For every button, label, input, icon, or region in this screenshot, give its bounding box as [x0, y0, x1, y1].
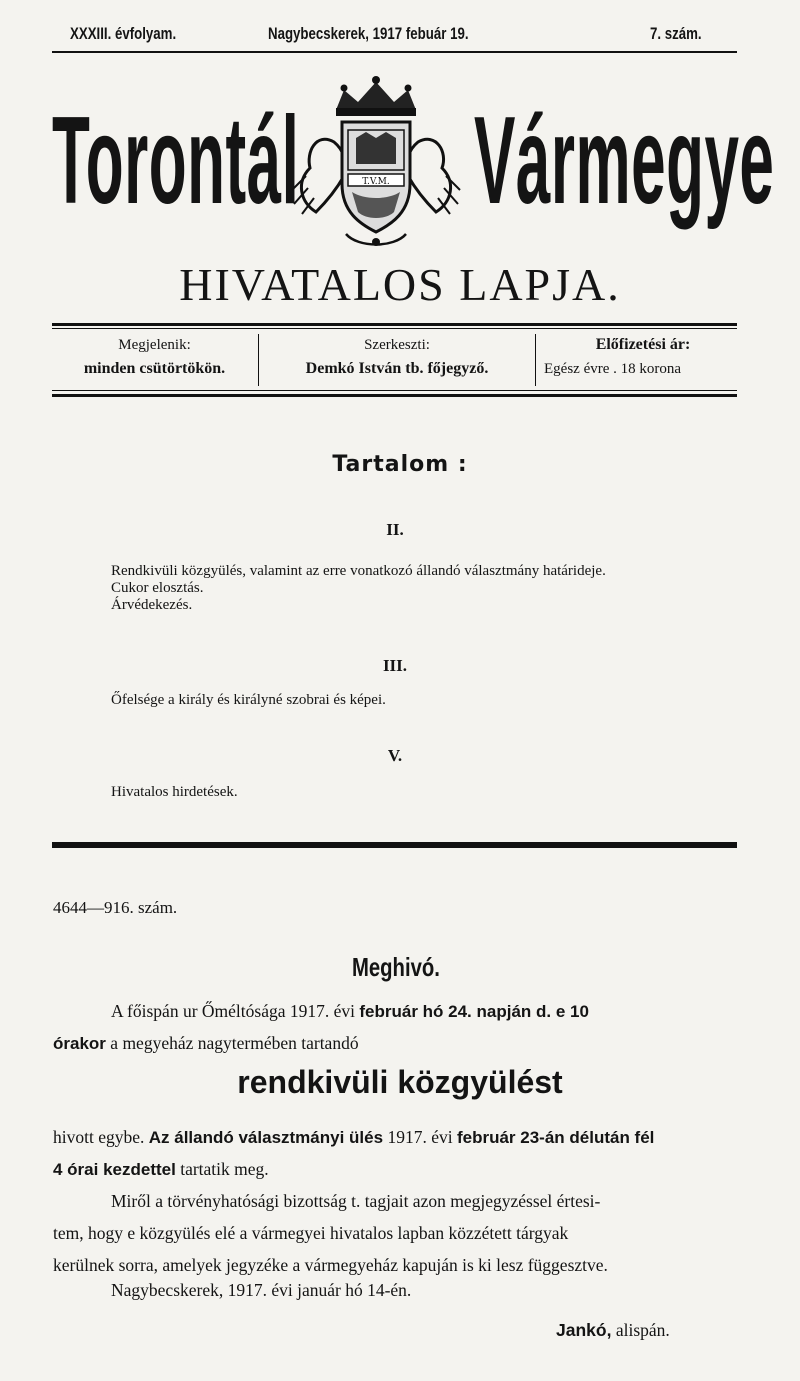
p2-bold: Az állandó választmányi ülés — [148, 1128, 384, 1147]
masthead-title-left: Torontál — [52, 92, 300, 230]
coat-of-arms-icon — [286, 72, 466, 252]
p2-text-year: 1917. évi — [383, 1127, 457, 1147]
masthead-title-right: Vármegye — [474, 92, 775, 230]
paragraph-2-line-2 — [53, 1152, 739, 1187]
p1-bold: február hó 24. napján d. e 10 — [359, 1002, 589, 1021]
issue-number: 7. szám. — [650, 24, 702, 43]
masthead-subtitle: HIVATALOS LAPJA. — [179, 259, 621, 310]
paragraph-1 — [53, 994, 739, 1029]
subscription-label: Előfizetési ár: — [595, 336, 691, 353]
volume-label: XXXIII. évfolyam. — [70, 24, 177, 43]
contents-item: Cukor elosztás. — [111, 580, 204, 596]
header-rule — [52, 51, 737, 53]
paragraph-2 — [53, 1120, 739, 1155]
editor-label: Szerkeszti: — [364, 337, 430, 353]
published-label: Megjelenik: — [118, 337, 191, 353]
publication-schedule — [52, 334, 257, 382]
section-numeral: II. — [386, 520, 404, 539]
p2-text-end: tartatik meg. — [175, 1159, 269, 1179]
headline: rendkivüli közgyülést — [237, 1064, 563, 1100]
paragraph-3-line-2: tem, hogy e közgyülés elé a vármegyei hivatalos lapban közzétett tárgyak — [53, 1223, 569, 1243]
info-divider — [258, 334, 259, 386]
contents-item: Árvédekezés. — [111, 597, 193, 613]
published-value: minden csütörtökön. — [83, 360, 226, 377]
reference-number: 4644—916. szám. — [53, 898, 178, 917]
article-title: Meghivó. — [352, 952, 440, 982]
crest-initials: T.V.M. — [362, 177, 390, 187]
info-bottom-rule-thin — [52, 390, 737, 391]
paragraph-1-line-2 — [53, 1026, 739, 1061]
paragraph-3-line-3: kerülnek sorra, amelyek jegyzéke a vármegyeház kapuján is ki lesz függesztve. — [53, 1255, 608, 1275]
contents-title: Tartalom : — [332, 452, 468, 477]
contents-item: Rendkivüli közgyülés, valamint az erre vonatkozó állandó választmány határideje. — [111, 563, 606, 579]
paragraph-3-line-1: Miről a törvényhatósági bizottság t. tagjait azon megjegyzéssel értesi- — [111, 1191, 601, 1211]
p1-text: A főispán ur Őméltósága 1917. évi — [111, 1001, 360, 1021]
signature-name: Jankó, — [556, 1320, 612, 1340]
date-line: Nagybecskerek, 1917. évi január hó 14-én. — [111, 1280, 412, 1300]
p1-text-end: a megyeház nagytermében tartandó — [105, 1033, 359, 1053]
info-top-rule — [52, 323, 737, 326]
section-numeral: V. — [387, 746, 403, 765]
subscription-value: Egész évre . 18 korona — [544, 361, 682, 377]
subscription-info — [538, 334, 748, 382]
p2-text: hivott egybe. — [53, 1127, 149, 1147]
p1-bold-time: órakor — [53, 1034, 106, 1053]
section-numeral: III. — [382, 656, 408, 675]
info-divider — [535, 334, 536, 386]
contents-item: Őfelsége a király és királyné szobrai és képei. — [111, 692, 386, 708]
contents-item: Hivatalos hirdetések. — [111, 784, 238, 800]
editor-info — [260, 334, 534, 382]
info-top-rule-thin — [52, 328, 737, 329]
place-date: Nagybecskerek, 1917 febuár 19. — [268, 24, 469, 43]
editor-value: Demkó István tb. főjegyző. — [305, 360, 489, 377]
signature-title: alispán. — [611, 1320, 670, 1340]
info-bottom-rule — [52, 394, 737, 397]
section-separator — [52, 842, 737, 848]
p2-bold-date: február 23-án délután fél — [456, 1128, 655, 1147]
signature — [556, 1320, 670, 1341]
p2-bold-time: 4 órai kezdettel — [53, 1160, 176, 1179]
